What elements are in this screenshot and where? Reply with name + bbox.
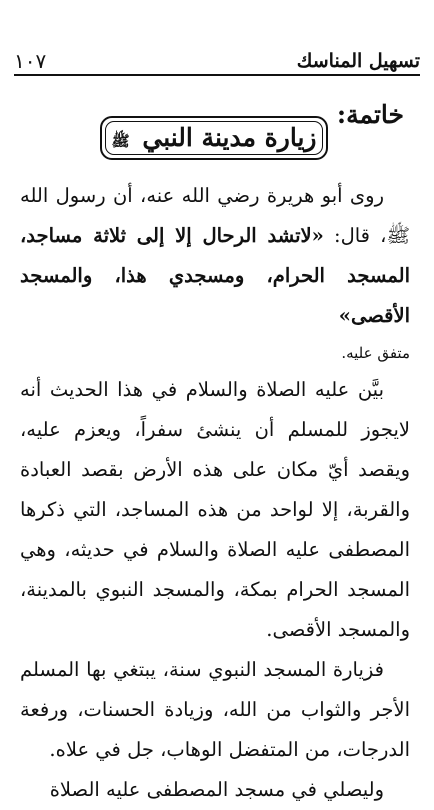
page-header [14,44,420,76]
salutation-glyph: ﷺ [111,131,130,150]
chapter-title-text: زيارة مدينة النبي [142,122,317,152]
chapter-title [112,123,317,154]
page-number: ١٠٧ [14,49,47,73]
running-title: تسهيل المناسك [296,50,420,72]
paragraph-visit: فزيارة المسجد النبوي سنة، يبتغي بها المسلم الأجر والثواب من الله، وزيادة الحسنات، ورفعة الدرجات، من المتفضل الوهاب، جل في علاه. [20,658,410,761]
paragraph-prayer: وليصلي في مسجد المصطفى عليه الصلاة [49,778,384,801]
section-label: خاتمة: [336,100,404,129]
hadith-quote: «لاتشد الرحال إلا إلى ثلاثة مساجد، المسجد الحرام، ومسجدي هذا، والمسجد الأقصى» [20,224,410,327]
chapter-title-box [100,116,328,160]
paragraph-hadith [20,176,410,336]
paragraph-explanation: بيَّن عليه الصلاة والسلام في هذا الحديث أنه لايجوز للمسلم أن ينشئ سفراً، ويعزم عليه، ويقصد أيّ مكان على هذه الأرض بقصد العبادة والقربة، إلا لواحد من هذه المساجد، التي ذكرها المصطفى عليه الصلاة والسلام في حديثه، وهي المسجد الحرام بمكة، والمسجد النبوي بالمدينة، والمسجد الأقصى. [20,378,410,641]
hadith-source-note: متفق عليه. [341,344,410,362]
body-text [20,176,410,810]
hadith-lead: روى أبو هريرة رضي الله عنه، أن رسول الله ﷺ، قال: [20,184,411,247]
